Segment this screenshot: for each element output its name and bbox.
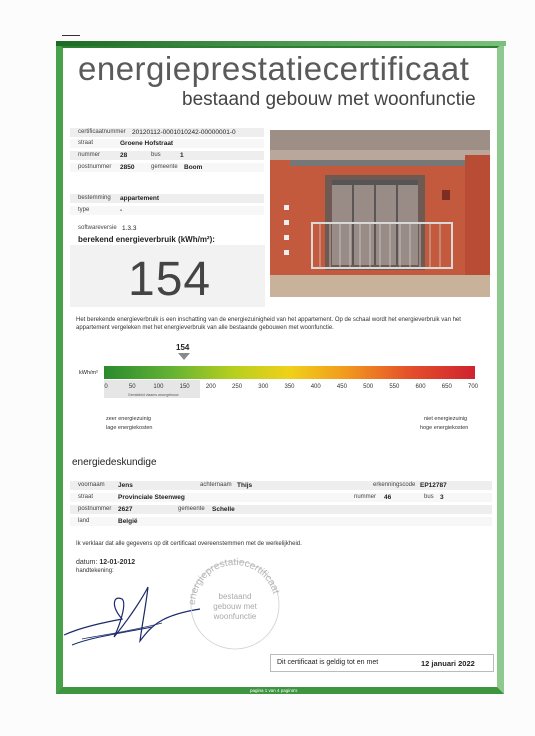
expert-bus-value: 3: [440, 494, 444, 501]
voornaam-label: voornaam: [78, 482, 105, 488]
signature-label: handtekening:: [76, 568, 114, 574]
stamp-line3: woonfunctie: [213, 612, 257, 621]
type-value: -: [120, 207, 123, 214]
software-label: softwareversie: [78, 225, 117, 231]
scale-tick-550: 550: [389, 384, 400, 390]
voornaam-value: Jens: [118, 482, 133, 489]
datum-value: 12-01-2012: [99, 559, 136, 566]
scan-mark: [62, 35, 80, 36]
scale-tick-350: 350: [284, 384, 295, 390]
energy-value: 154: [128, 253, 212, 306]
scale-tick-200: 200: [205, 384, 216, 390]
validity-date: 12 januari 2022: [421, 659, 475, 668]
gemeente-value: Boom: [184, 164, 203, 171]
scale-tick-300: 300: [258, 384, 269, 390]
erkenning-value: EP12787: [420, 482, 447, 489]
scale-marker-arrow: [178, 353, 190, 360]
scale-tick-450: 450: [336, 384, 347, 390]
top-border: [56, 41, 506, 46]
bus-value: 1: [180, 152, 184, 159]
expert-postnummer-label: postnummer: [78, 506, 112, 512]
straat-value: Groene Hofstraat: [120, 140, 174, 147]
certificaatnummer-label: certificaatnummer: [78, 129, 126, 135]
scale-tick-600: 600: [415, 384, 426, 390]
software-value: 1.3.3: [122, 225, 137, 232]
explanation-text: Het berekende energieverbruik is een inschatting van de energiezuinigheid van het appartement. Op de schaal wordt het energieverbruik van het appartement vergeleken met het energieverbruik van alle bestaande gebouwen met woonfunctie.: [76, 317, 461, 331]
calculation-title: berekend energieverbruik (kWh/m²):: [78, 235, 215, 244]
stamp-line1: bestaand: [218, 592, 252, 601]
certificate-stamp: [185, 555, 285, 655]
legend-left-1: zeer energiezuinig: [106, 416, 151, 422]
date-line: [76, 559, 135, 566]
scale-tick-500: 500: [363, 384, 374, 390]
type-label: type: [78, 207, 90, 213]
scale-unit: kWh/m²: [79, 370, 98, 376]
expert-straat-value: Provinciale Steenweg: [118, 494, 185, 501]
expert-nummer-value: 46: [384, 494, 392, 501]
scale-tick-0: 0: [104, 384, 108, 390]
svg-text:energieprestatiecertificaat: energieprestatiecertificaat: [186, 556, 282, 606]
erkenning-label: erkenningscode: [373, 482, 416, 488]
scale-marker-label: 154: [176, 343, 190, 352]
scale-tick-100: 100: [153, 384, 164, 390]
expert-section-title: energiedeskundige: [72, 457, 157, 468]
scale-tick-650: 650: [441, 384, 452, 390]
building-photo: [270, 130, 490, 297]
expert-row-3: [70, 505, 492, 514]
page-footer: pagina 1 van 4 pagina's: [250, 688, 298, 693]
handwritten-signature: [62, 575, 202, 655]
energy-scale-bar: [104, 366, 475, 379]
legend-right-1: niet energiezuinig: [424, 416, 468, 422]
postnummer-label: postnummer: [78, 164, 112, 170]
gemeente-label: gemeente: [151, 164, 178, 170]
page-subtitle: bestaand gebouw met woonfunctie: [182, 89, 476, 110]
validity-text: Dit certificaat is geldig tot en met: [277, 659, 379, 666]
row-type: [70, 206, 264, 215]
scale-tick-250: 250: [232, 384, 243, 390]
nummer-label: nummer: [78, 152, 101, 158]
certificaatnummer-value: 20120112-0001010242-00000001-0: [132, 129, 236, 136]
expert-gemeente-label: gemeente: [178, 506, 205, 512]
bus-label: bus: [151, 152, 161, 158]
legend-right-2: hoge energiekosten: [420, 425, 469, 431]
average-note: Gemiddeld vlaams woongebouw: [128, 393, 179, 397]
datum-label: datum:: [76, 559, 98, 566]
bestemming-label: bestemming: [78, 195, 111, 201]
postnummer-value: 2850: [120, 164, 135, 171]
land-label: land: [78, 518, 90, 524]
achternaam-value: Thijs: [237, 482, 253, 489]
page-title: energieprestatiecertificaat: [78, 50, 470, 87]
expert-nummer-label: nummer: [354, 494, 377, 500]
scale-tick-50: 50: [128, 384, 136, 390]
expert-gemeente-value: Schelle: [212, 506, 235, 513]
scale-tick-700: 700: [467, 384, 479, 390]
straat-label: straat: [78, 140, 94, 146]
expert-postnummer-value: 2627: [118, 506, 133, 513]
scale-tick-150: 150: [179, 384, 190, 390]
achternaam-label: achternaam: [200, 482, 232, 488]
declaration-text: Ik verklaar dat alle gegevens op dit certificaat overeenstemmen met de werkelijkheid.: [76, 541, 302, 547]
scale-tick-400: 400: [310, 384, 321, 390]
expert-bus-label: bus: [424, 494, 434, 500]
land-value: België: [118, 518, 138, 525]
bestemming-value: appartement: [120, 195, 160, 202]
stamp-line2: gebouw met: [213, 602, 257, 611]
nummer-value: 28: [120, 152, 128, 159]
validity-box: [270, 654, 494, 672]
legend-left-2: lage energiekosten: [106, 425, 153, 431]
expert-straat-label: straat: [78, 494, 94, 500]
